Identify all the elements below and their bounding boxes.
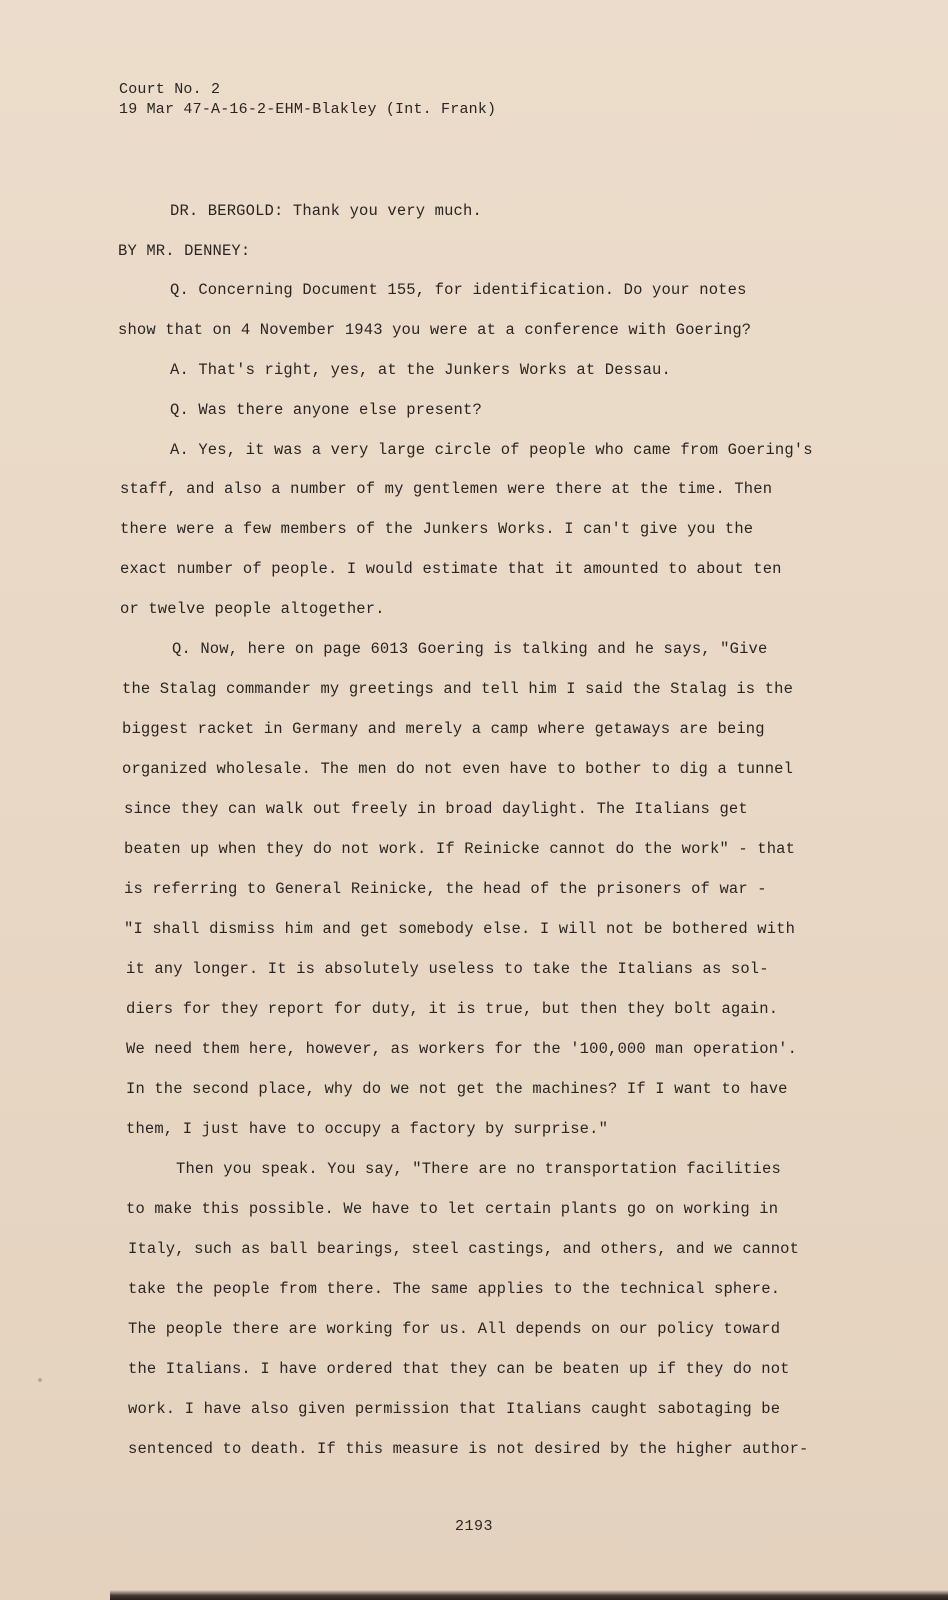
transcript-line: is referring to General Reinicke, the head of the prisoners of war - (124, 880, 767, 898)
transcript-line: Q. Concerning Document 155, for identification. Do your notes (170, 281, 747, 299)
transcript-line: the Italians. I have ordered that they can be beaten up if they do not (128, 1360, 790, 1378)
transcript-line: work. I have also given permission that Italians caught sabotaging be (128, 1400, 781, 1418)
transcript-line: In the second place, why do we not get the machines? If I want to have (126, 1080, 788, 1098)
transcript-line: organized wholesale. The men do not even have to bother to dig a tunnel (122, 760, 794, 778)
document-header (119, 80, 496, 120)
transcript-line: Q. Was there anyone else present? (170, 401, 482, 419)
transcript-line: or twelve people altogether. (120, 600, 385, 618)
page-number: 2193 (454, 1518, 493, 1535)
transcript-line: it any longer. It is absolutely useless to take the Italians as sol- (126, 960, 769, 978)
transcript-line: Italy, such as ball bearings, steel castings, and others, and we cannot (128, 1240, 800, 1258)
transcript-line: show that on 4 November 1943 you were at a conference with Goering? (118, 321, 752, 339)
transcript-line: there were a few members of the Junkers Works. I can't give you the (120, 520, 754, 538)
transcript-line: diers for they report for duty, it is true, but then they bolt again. (126, 1000, 779, 1018)
session-reference: 19 Mar 47-A-16-2-EHM-Blakley (Int. Frank) (119, 101, 497, 118)
transcript-line: beaten up when they do not work. If Reinicke cannot do the work" - that (124, 840, 796, 858)
transcript-line: A. That's right, yes, at the Junkers Works at Dessau. (170, 361, 671, 379)
transcript-line: BY MR. DENNEY: (118, 242, 251, 260)
transcript-line: them, I just have to occupy a factory by surprise." (126, 1120, 609, 1138)
transcript-line: the Stalag commander my greetings and tell him I said the Stalag is the (122, 680, 794, 698)
transcript-line: "I shall dismiss him and get somebody else. I will not be bothered with (124, 920, 796, 938)
transcript-line: DR. BERGOLD: Thank you very much. (170, 202, 482, 220)
transcript-line: Then you speak. You say, "There are no transportation facilities (176, 1160, 781, 1178)
transcript-line: since they can walk out freely in broad daylight. The Italians get (124, 800, 748, 818)
transcript-line: to make this possible. We have to let certain plants go on working in (126, 1200, 779, 1218)
transcript-line: sentenced to death. If this measure is not desired by the higher author- (128, 1440, 809, 1458)
transcript-line: biggest racket in Germany and merely a camp where getaways are being (122, 720, 765, 738)
court-number: Court No. 2 (119, 81, 221, 98)
scan-bottom-edge (110, 1590, 948, 1600)
transcript-line: take the people from there. The same applies to the technical sphere. (128, 1280, 781, 1298)
transcript-line: We need them here, however, as workers for the '100,000 man operation'. (126, 1040, 798, 1058)
transcript-line: A. Yes, it was a very large circle of people who came from Goering's (170, 441, 813, 459)
transcript-line: exact number of people. I would estimate that it amounted to about ten (120, 560, 782, 578)
transcript-line: Q. Now, here on page 6013 Goering is talking and he says, "Give (172, 640, 768, 658)
paper-speck (38, 1378, 42, 1382)
transcript-line: staff, and also a number of my gentlemen were there at the time. Then (120, 480, 773, 498)
transcript-line: The people there are working for us. All depends on our policy toward (128, 1320, 781, 1338)
